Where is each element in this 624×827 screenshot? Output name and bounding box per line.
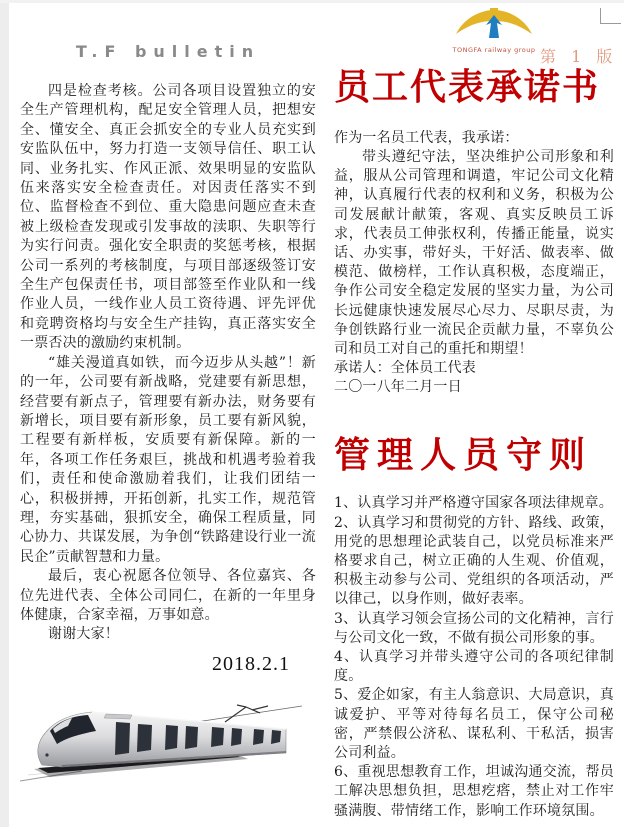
pledge-signer: 承诺人：全体员工代表 — [334, 360, 476, 377]
rule-item: 5、爱企如家，有主人翁意识、大局意识，真诚爱护、平等对待每名员工，保守公司秘密，严禁假公济私、谋私利、干私活，损害公司利益。 — [334, 687, 614, 762]
page-edge-top — [0, 0, 624, 3]
rule-item: 1、认真学习并严格遵守国家各项法律规章。 — [334, 495, 613, 512]
body-paragraph: 四是检查考核。公司各项目设置独立的安全生产管理机构，配足安全管理人员，把想安全、懂安全、真正会抓安全的专业人员充实到安监队伍中，努力打造一支领导信任、职工认同、业务扎实、作风正派、效果明显的安监队伍来落实安全检查责任。对因责任落实不到位、监督检查不到位、重大隐患问题应查未查被上级检查发现或引发事故的渎职、失职等行为实行问责。强化安全职责的奖惩考核，根据公司一系列的考核制度，与项目部逐级签订安全生产包保责任书，项目部签至作业队和一线作业人员，一线作业人员工资待遇、评先评优和竞聘资格均与安全生产挂钩，真正落实安全一票否决的激励约束机制。 — [20, 83, 316, 352]
page-edge-left — [0, 0, 9, 827]
left-column — [20, 82, 316, 793]
pledge-body: 带头遵纪守法，坚决维护公司形象和利益，服从公司管理和调遣，牢记公司文化精神，认真履行代表的权利和义务，积极为公司发展献计献策，客观、真实反映员工诉求，代表员工伸张权利，传播正能量，说实话、办实事，带好头，干好活、做表率、做模范、做榜样，工作认真积极，态度端正，争作公司安全稳定发展的坚实力量，为公司长远健康快速发展尽心尽力、尽职尽责，为争创铁路行业一流民企贡献力量，不辜负公司和员工对自己的重托和期望！ — [334, 149, 614, 358]
rule-item: 4、认真学习并带头遵守公司的各项纪律制度。 — [334, 649, 614, 685]
right-column — [334, 64, 614, 821]
edition-label: 第 1 版 — [540, 47, 618, 66]
train-icon — [20, 702, 306, 786]
masthead-title: T.F bulletin — [75, 42, 261, 61]
tongfa-logo-icon — [454, 7, 534, 41]
tongfa-logo — [452, 7, 536, 54]
body-paragraph: 谢谢大家！ — [48, 626, 119, 643]
pledge-title: 员工代表承诺书 — [334, 66, 601, 108]
rule-item: 6、重视思想教育工作，坦诚沟通交流，帮员工解决思想负担，思想疙瘩，禁止对工作牢骚满腹、带情绪工作，影响工作环境氛围。 — [334, 764, 614, 819]
rules-title: 管理人员守则 — [334, 433, 593, 476]
body-paragraph: 最后，衷心祝愿各位领导、各位嘉宾、各位先进代表、全体公司同仁，在新的一年里身体健康，合家幸福，万事如意。 — [20, 568, 316, 623]
corner-crop-mark — [600, 8, 621, 24]
body-paragraph: “雄关漫道真如铁，而今迈步从头越”！新的一年，公司要有新战略，党建要有新思想，经营要有新点子，管理要有新办法，财务要有新增长，项目要有新形象，员工要有新风貌，工程要有新样板，安质要有新保障。新的一年，各项工作任务艰巨，挑战和机遇考验着我们，责任和使命激励着我们，让我们团结一心，积极拼搏，开拓创新，扎实工作，规范管理，夯实基础，狠抓安全，确保工程质量，同心协力、共谋发展，为争创“铁路建设行业一流民企”贡献智慧和力量。 — [20, 354, 316, 565]
pledge-date: 二〇一八年二月一日 — [334, 379, 462, 396]
pledge-intro: 作为一名员工代表，我承诺： — [334, 129, 519, 146]
train-illustration — [20, 702, 306, 792]
logo-caption: TONGFA railway group — [452, 46, 536, 54]
rule-item: 3、认真学习领会宣扬公司的文化精神，言行与公司文化一致，不做有损公司形象的事。 — [334, 610, 614, 646]
rule-item: 2、认真学习和贯彻党的方针、路线、政策，用党的思想理论武装自己，以党员标准来严格要求自己，树立正确的人生观、价值观，积极主动参与公司、党组织的各项活动，严以律己，以身作则，做好表率。 — [334, 514, 614, 608]
date-line: 2018.2.1 — [212, 652, 290, 675]
